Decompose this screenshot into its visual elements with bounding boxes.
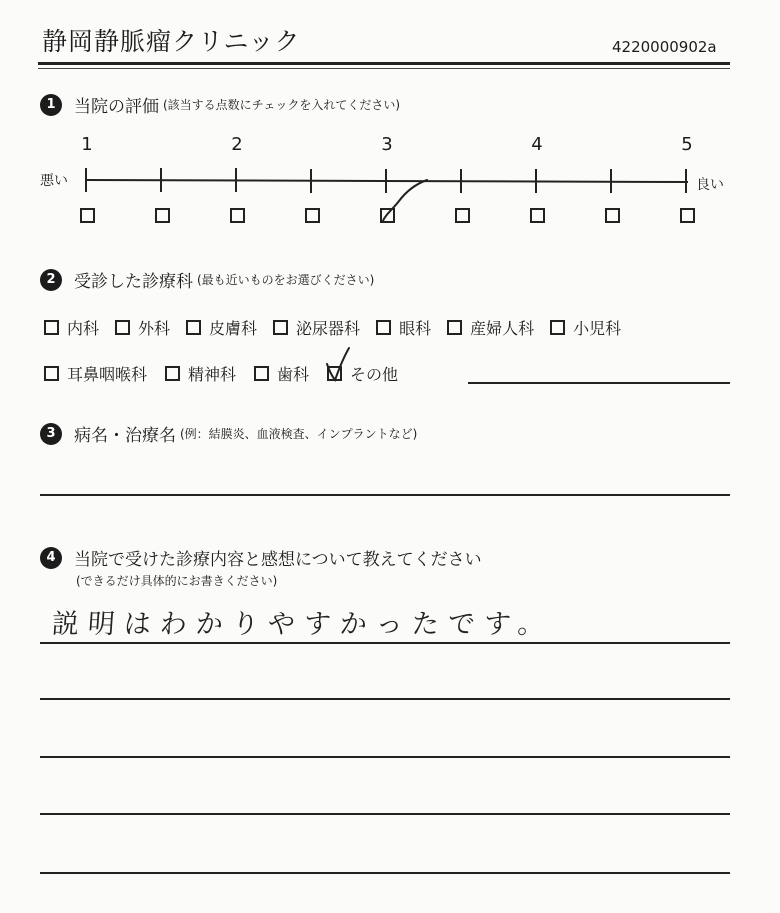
q1-heading <box>40 92 400 117</box>
dept-option-other[interactable] <box>327 362 398 385</box>
clinic-name: 静岡静脈瘤クリニック <box>42 27 301 56</box>
dept-checkbox[interactable] <box>186 320 201 335</box>
dept-label: 皮膚科 <box>209 319 258 338</box>
q4-answer-line-2[interactable] <box>40 698 730 700</box>
dept-label: 歯科 <box>277 365 310 384</box>
dept-checkbox[interactable] <box>44 320 59 335</box>
q1-number-badge: 1 <box>40 94 62 116</box>
dept-option-ent[interactable] <box>44 362 147 385</box>
dept-option-psychiatry[interactable] <box>165 362 236 385</box>
q2-title: 受診した診療科 <box>74 272 193 292</box>
q1-title: 当院の評価 <box>74 97 159 117</box>
dept-label: 産婦人科 <box>470 319 535 338</box>
q2-number-badge: 2 <box>40 269 62 291</box>
dept-option-dermatology[interactable] <box>186 316 257 339</box>
scale-number-3: 3 <box>381 134 393 155</box>
q4-answer-line-4[interactable] <box>40 813 730 815</box>
dept-checkbox[interactable] <box>254 366 269 381</box>
q3-title: 病名・治療名 <box>74 426 176 446</box>
q3-heading <box>40 421 417 446</box>
q4-heading <box>40 545 482 570</box>
rating-box-5[interactable] <box>680 208 695 223</box>
q3-answer-line[interactable] <box>40 494 730 496</box>
dept-row-2 <box>44 362 398 385</box>
dept-label: 小児科 <box>573 319 622 338</box>
dept-option-ophthalmology[interactable] <box>376 316 431 339</box>
dept-label: その他 <box>350 365 399 384</box>
dept-checkbox[interactable] <box>550 320 565 335</box>
q1-note: (該当する点数にチェックを入れてください) <box>163 98 401 112</box>
q4-number-badge: 4 <box>40 547 62 569</box>
dept-checkbox[interactable] <box>44 366 59 381</box>
header-rule-thin <box>38 68 730 69</box>
q3-note: (例：結膜炎、血液検査、インプラントなど) <box>180 427 418 441</box>
dept-option-surgery[interactable] <box>115 316 170 339</box>
rating-box-4-5[interactable] <box>605 208 620 223</box>
rating-box-2-5[interactable] <box>305 208 320 223</box>
dept-checkbox[interactable] <box>115 320 130 335</box>
dept-option-urology[interactable] <box>273 316 360 339</box>
rating-box-4[interactable] <box>530 208 545 223</box>
dept-label: 外科 <box>138 319 171 338</box>
q4-handwritten-answer: 説明はわかりやすかったです。 <box>50 609 555 640</box>
rating-box-2[interactable] <box>230 208 245 223</box>
rating-box-3-5[interactable] <box>455 208 470 223</box>
q4-answer-line-3[interactable] <box>40 756 730 758</box>
dept-option-internal[interactable] <box>44 316 99 339</box>
q2-note: (最も近いものをお選びください) <box>197 273 375 287</box>
scale-number-2: 2 <box>231 134 243 155</box>
dept-label: 眼科 <box>399 319 432 338</box>
dept-checkbox[interactable] <box>376 320 391 335</box>
q4-answer-line-1[interactable] <box>40 642 730 644</box>
scale-number-1: 1 <box>81 134 93 155</box>
dept-checkbox[interactable] <box>273 320 288 335</box>
dept-label: 泌尿器科 <box>296 319 361 338</box>
q3-number-badge: 3 <box>40 423 62 445</box>
dept-label: 耳鼻咽喉科 <box>67 365 148 384</box>
dept-option-pediatrics[interactable] <box>550 316 621 339</box>
q4-title: 当院で受けた診療内容と感想について教えてください <box>74 550 482 570</box>
scale-label-bad: 悪い <box>40 173 68 189</box>
rating-box-1-5[interactable] <box>155 208 170 223</box>
q4-answer-line-5[interactable] <box>40 872 730 874</box>
scale-label-good: 良い <box>696 177 724 193</box>
rating-box-1[interactable] <box>80 208 95 223</box>
scale-number-4: 4 <box>531 134 543 155</box>
other-check-mark <box>323 346 353 384</box>
dept-row-1 <box>44 316 621 339</box>
dept-option-dentistry[interactable] <box>254 362 309 385</box>
other-specify-line[interactable] <box>468 382 730 384</box>
header-rule <box>38 62 730 65</box>
dept-label: 内科 <box>67 319 100 338</box>
rating-check-mark <box>375 175 435 230</box>
dept-checkbox[interactable] <box>447 320 462 335</box>
q2-heading <box>40 267 374 292</box>
dept-option-obgyn[interactable] <box>447 316 534 339</box>
dept-label: 精神科 <box>188 365 237 384</box>
document-id: 4220000902a <box>612 38 717 56</box>
q4-note: (できるだけ具体的にお書きください) <box>76 574 278 588</box>
dept-checkbox[interactable] <box>165 366 180 381</box>
scale-number-5: 5 <box>681 134 693 155</box>
